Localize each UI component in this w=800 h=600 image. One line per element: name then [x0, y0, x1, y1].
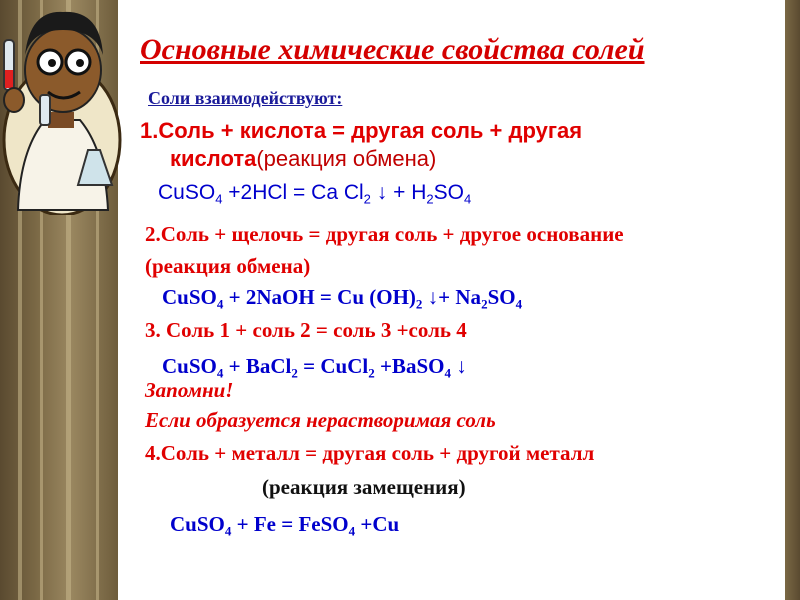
item1-line2: кислота(реакция обмена) [170, 146, 437, 171]
equation-4: CuSO$_4$ + Fe = FeSO$_4$ +Cu [170, 512, 400, 539]
scientist-clipart-icon [0, 0, 135, 215]
item2-line2: (реакция обмена) [145, 254, 311, 278]
item2-line1: 2.Соль + щелочь = другая соль + другое основание [145, 222, 624, 246]
equation-3: CuSO$_4$ + BaCl$_2$ = CuCl$_2$ +BaSO$_4$ ↓ [162, 354, 467, 381]
equation-1: CuSO$_4$ +2HCl = Ca $Cl_2$ ↓ + $H_2SO_4$ [158, 181, 472, 207]
equation-2: CuSO$_4$ + 2NaOH = Cu $(OH)_2$ ↓+ $Na_2SO_4$ [162, 285, 523, 312]
item4-line2: (реакция замещения) [262, 475, 466, 499]
item3: 3. Соль 1 + соль 2 = соль 3 +соль 4 [145, 318, 467, 342]
slide-title: Основные химические свойства солей [140, 33, 645, 66]
item1-line1: 1.Соль + кислота = другая соль + другая [140, 118, 583, 143]
subtitle: Соли взаимодействуют: [148, 88, 343, 108]
remember-note: Запомни! [145, 378, 234, 402]
decorative-right-border [785, 0, 800, 600]
insoluble-note: Если образуется нерастворимая соль [145, 408, 496, 432]
item4-line1: 4.Соль + металл = другая соль + другой металл [145, 441, 595, 465]
